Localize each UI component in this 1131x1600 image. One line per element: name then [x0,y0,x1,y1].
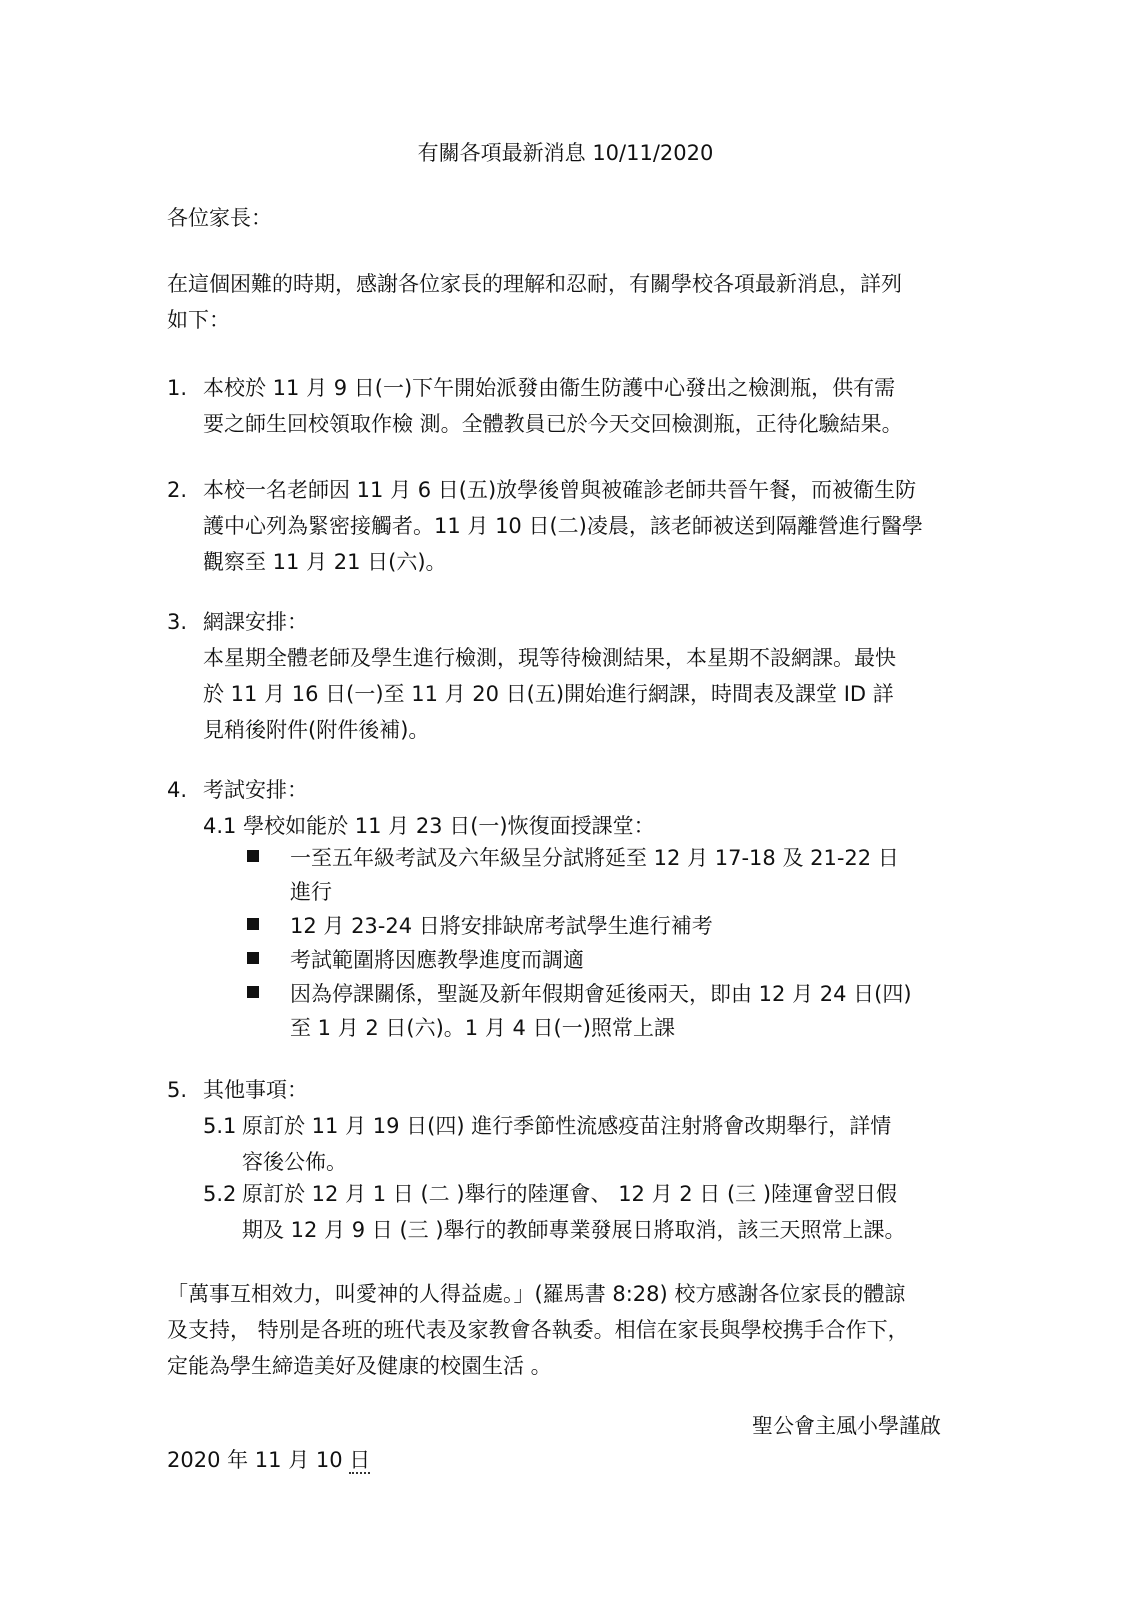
item-2-line-1: 本校一名老師因 11 月 6 日(五)放學後曾與被確診老師共晉午餐，而被衞生防 [203,478,917,502]
item-5-2-number: 5.2 [203,1182,237,1206]
bullet-square-3 [247,952,259,964]
letter-date [167,1442,370,1478]
item-5-heading: 其他事項： [203,1078,308,1102]
bullet-square-4 [247,986,259,998]
item-5-1-line-1: 原訂於 11 月 19 日(四) 進行季節性流感疫苗注射將會改期舉行，詳情 [242,1114,892,1138]
item-2-line-3: 觀察至 11 月 21 日(六)。 [203,550,447,574]
bullet-square-1 [247,850,259,862]
item-4-heading: 考試安排： [203,778,308,802]
item-5-2-line-2: 期及 12 月 9 日 (三 )舉行的教師專業發展日將取消，該三天照常上課。 [242,1218,906,1242]
closing-line-1: 「萬事互相效力，叫愛神的人得益處。」(羅馬書 8:28) 校方感謝各位家長的體諒 [167,1282,906,1306]
item-3-line-3: 見稍後附件(附件後補)。 [203,718,430,742]
item-4-number: 4. [167,778,188,802]
bullet-square-2 [247,918,259,930]
bullet-1-line-1: 一至五年級考試及六年級呈分試將延至 12 月 17-18 及 21-22 日 [290,846,899,870]
item-2-line-2: 護中心列為緊密接觸者。11 月 10 日(二)凌晨，該老師被送到隔離營進行醫學 [203,514,923,538]
item-5-2-line-1: 原訂於 12 月 1 日 (二 )舉行的陸運會、 12 月 2 日 (三 )陸運會翌日假 [242,1182,898,1206]
item-5-1-line-2: 容後公佈。 [242,1150,347,1174]
bullet-2-line-1: 12 月 23-24 日將安排缺席考試學生進行補考 [290,914,713,938]
salutation: 各位家長： [167,206,272,230]
item-3-number: 3. [167,610,188,634]
item-3-line-1: 本星期全體老師及學生進行檢測，現等待檢測結果，本星期不設網課。最快 [203,646,896,670]
item-3-heading: 網課安排： [203,610,308,634]
date-day-char: 日 [349,1448,371,1472]
item-1-line-1: 本校於 11 月 9 日(一)下午開始派發由衞生防護中心發出之檢測瓶，供有需 [203,376,896,400]
bullet-3-line-1: 考試範圍將因應教學進度而調適 [290,948,584,972]
closing-line-2: 及支持， 特別是各班的班代表及家教會各執委。相信在家長與學校携手合作下， [167,1318,909,1342]
item-5-1-number: 5.1 [203,1114,237,1138]
date-text: 2020 年 11 月 10 [167,1448,350,1472]
letter-title: 有關各項最新消息 10/11/2020 [417,141,714,165]
item-1-number: 1. [167,376,188,400]
item-4-subheading: 4.1 學校如能於 11 月 23 日(一)恢復面授課堂： [203,814,655,838]
item-1-line-2: 要之師生回校領取作檢 測。全體教員已於今天交回檢測瓶，正待化驗結果。 [203,412,903,436]
intro-line-1: 在這個困難的時期，感謝各位家長的理解和忍耐，有關學校各項最新消息，詳列 [167,272,902,296]
item-5-number: 5. [167,1078,188,1102]
bullet-1-line-2: 進行 [290,880,332,904]
item-3-line-2: 於 11 月 16 日(一)至 11 月 20 日(五)開始進行網課，時間表及課堂 ID 詳 [203,682,894,706]
item-2-number: 2. [167,478,188,502]
intro-line-2: 如下： [167,308,230,332]
school-signature: 聖公會主風小學謹啟 [752,1414,941,1438]
bullet-4-line-2: 至 1 月 2 日(六)。1 月 4 日(一)照常上課 [290,1016,675,1040]
bullet-4-line-1: 因為停課關係，聖誕及新年假期會延後兩天，即由 12 月 24 日(四) [290,982,912,1006]
closing-line-3: 定能為學生締造美好及健康的校園生活 。 [167,1354,552,1378]
